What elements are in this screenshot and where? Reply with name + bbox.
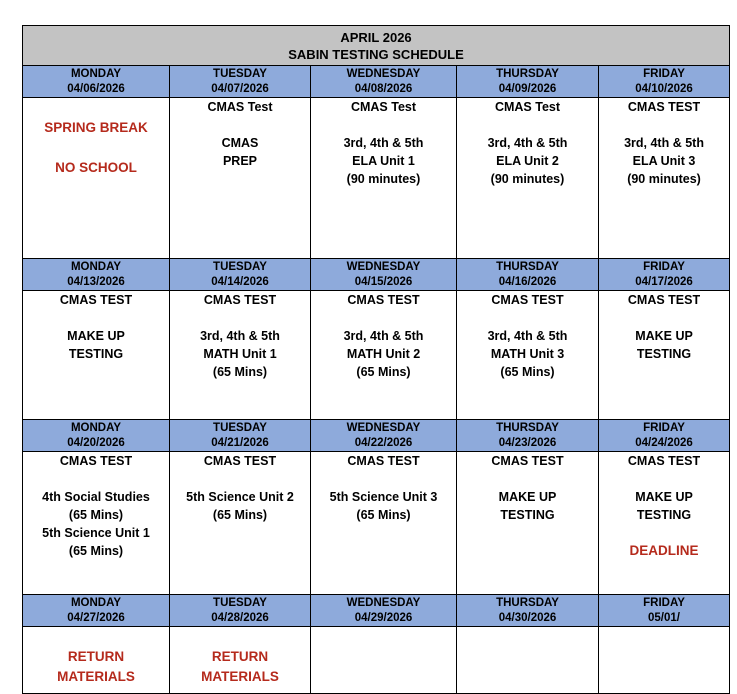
day-header-cell xyxy=(311,595,457,627)
day-content-cell xyxy=(170,291,311,420)
schedule-line: RETURN xyxy=(211,649,269,664)
schedule-line xyxy=(23,627,169,647)
schedule-line: MATERIALS xyxy=(57,669,135,684)
schedule-line xyxy=(457,470,598,488)
schedule-line: ELA Unit 3 xyxy=(632,154,696,168)
schedule-line xyxy=(457,309,598,327)
schedule-line: TESTING xyxy=(636,508,692,522)
day-date: 04/28/2026 xyxy=(211,611,269,624)
schedule-line: MAKE UP xyxy=(635,329,693,343)
day-content-cell xyxy=(457,291,599,420)
day-content-cell xyxy=(457,627,599,694)
schedule-line: 3rd, 4th & 5th xyxy=(624,136,704,150)
title-row xyxy=(23,26,730,66)
day-name: THURSDAY xyxy=(496,421,559,434)
schedule-line: (65 Mins) xyxy=(356,365,411,379)
day-date: 04/21/2026 xyxy=(211,436,269,449)
day-name: WEDNESDAY xyxy=(346,596,421,609)
day-name: WEDNESDAY xyxy=(346,421,421,434)
day-header-cell xyxy=(599,66,730,98)
schedule-line: MAKE UP xyxy=(635,490,693,504)
day-content-cell xyxy=(170,98,311,259)
schedule-line: MATH Unit 1 xyxy=(203,347,277,361)
schedule-line: (90 minutes) xyxy=(627,172,701,186)
day-content-cell xyxy=(23,98,170,259)
schedule-line xyxy=(23,309,169,327)
day-content-row xyxy=(23,98,730,259)
schedule-line: CMAS xyxy=(221,136,259,150)
schedule-line xyxy=(170,116,310,134)
month-title: APRIL 2026 xyxy=(340,29,412,45)
schedule-line: CMAS TEST xyxy=(203,454,277,468)
schedule-line: NO SCHOOL xyxy=(55,160,137,175)
schedule-line: (65 Mins) xyxy=(212,508,268,522)
schedule-line xyxy=(170,309,310,327)
day-date: 04/16/2026 xyxy=(498,275,557,288)
schedule-line: CMAS TEST xyxy=(491,454,564,468)
day-date: 04/15/2026 xyxy=(354,275,413,288)
schedule-line: 3rd, 4th & 5th xyxy=(200,329,280,343)
day-date: 04/20/2026 xyxy=(67,436,125,449)
day-name: FRIDAY xyxy=(643,421,685,434)
day-date: 04/23/2026 xyxy=(498,436,557,449)
day-name: FRIDAY xyxy=(643,260,685,273)
schedule-line: 3rd, 4th & 5th xyxy=(343,136,424,150)
schedule-line xyxy=(170,627,310,647)
day-date: 04/09/2026 xyxy=(498,82,557,95)
day-name: MONDAY xyxy=(70,596,122,609)
schedule-line: CMAS TEST xyxy=(347,293,420,307)
schedule-line: (65 Mins) xyxy=(68,544,124,558)
day-content-row xyxy=(23,291,730,420)
schedule-line: 3rd, 4th & 5th xyxy=(487,136,568,150)
schedule-line: ELA Unit 1 xyxy=(352,154,415,168)
schedule-line: 5th Science Unit 2 xyxy=(186,490,294,504)
day-header-row xyxy=(23,66,730,98)
day-header-cell xyxy=(170,595,311,627)
day-content-cell xyxy=(23,627,170,694)
schedule-line: RETURN xyxy=(67,649,125,664)
schedule-line: CMAS TEST xyxy=(491,293,564,307)
day-date: 04/22/2026 xyxy=(354,436,413,449)
schedule-line xyxy=(457,116,598,134)
day-header-cell xyxy=(311,420,457,452)
schedule-line xyxy=(170,470,310,488)
schedule-line: TESTING xyxy=(500,508,555,522)
schedule-line: 5th Science Unit 3 xyxy=(329,490,438,504)
day-header-cell xyxy=(457,595,599,627)
day-content-cell xyxy=(311,98,457,259)
day-name: FRIDAY xyxy=(643,67,685,80)
day-date: 04/08/2026 xyxy=(354,82,413,95)
schedule-line xyxy=(599,116,729,134)
day-content-cell xyxy=(311,627,457,694)
schedule-line: SPRING BREAK xyxy=(44,120,148,135)
schedule-line: ELA Unit 2 xyxy=(496,154,559,168)
schedule-line: CMAS TEST xyxy=(59,293,133,307)
day-header-cell xyxy=(23,595,170,627)
schedule-line: CMAS TEST xyxy=(59,454,133,468)
day-date: 04/06/2026 xyxy=(67,82,125,95)
day-header-cell xyxy=(23,259,170,291)
day-name: MONDAY xyxy=(70,67,122,80)
day-header-cell xyxy=(23,66,170,98)
day-header-cell xyxy=(457,259,599,291)
day-date: 04/17/2026 xyxy=(635,275,693,288)
schedule-line: TESTING xyxy=(636,347,692,361)
schedule-line: (65 Mins) xyxy=(68,508,124,522)
day-header-cell xyxy=(170,259,311,291)
schedule-title: SABIN TESTING SCHEDULE xyxy=(288,46,464,62)
schedule-line: MATERIALS xyxy=(201,669,279,684)
day-header-cell xyxy=(170,66,311,98)
day-date: 04/13/2026 xyxy=(67,275,125,288)
schedule-line: MAKE UP xyxy=(498,490,557,504)
day-header-cell xyxy=(599,259,730,291)
day-header-cell xyxy=(457,66,599,98)
day-date: 04/30/2026 xyxy=(498,611,557,624)
day-header-cell xyxy=(23,420,170,452)
schedule-line: (90 minutes) xyxy=(346,172,421,186)
schedule-line: CMAS TEST xyxy=(347,454,420,468)
day-content-cell xyxy=(311,291,457,420)
schedule-line: CMAS Test xyxy=(494,100,561,114)
day-header-row xyxy=(23,420,730,452)
schedule-line: CMAS TEST xyxy=(627,100,701,114)
schedule-line xyxy=(23,138,169,158)
day-header-cell xyxy=(599,595,730,627)
schedule-line: MATH Unit 2 xyxy=(346,347,421,361)
day-content-row xyxy=(23,452,730,595)
day-header-cell xyxy=(457,420,599,452)
day-header-row xyxy=(23,595,730,627)
schedule-line xyxy=(311,309,456,327)
day-date: 04/27/2026 xyxy=(67,611,125,624)
day-content-cell xyxy=(599,452,730,595)
schedule-line: CMAS Test xyxy=(350,100,417,114)
day-name: MONDAY xyxy=(70,260,122,273)
day-date: 04/10/2026 xyxy=(635,82,693,95)
schedule-line xyxy=(599,309,729,327)
day-content-cell xyxy=(311,452,457,595)
schedule-line: MAKE UP xyxy=(67,329,125,343)
day-name: MONDAY xyxy=(70,421,122,434)
schedule-line: (65 Mins) xyxy=(212,365,268,379)
schedule-line xyxy=(23,470,169,488)
day-date: 04/24/2026 xyxy=(635,436,693,449)
schedule-line: MATH Unit 3 xyxy=(490,347,565,361)
day-date: 04/29/2026 xyxy=(354,611,413,624)
schedule-line: 3rd, 4th & 5th xyxy=(343,329,424,343)
day-name: TUESDAY xyxy=(213,67,267,80)
day-content-cell xyxy=(23,452,170,595)
day-content-row xyxy=(23,627,730,694)
schedule-line: CMAS TEST xyxy=(203,293,277,307)
day-content-cell xyxy=(457,98,599,259)
schedule-line: (65 Mins) xyxy=(500,365,555,379)
day-content-cell xyxy=(457,452,599,595)
schedule-line: PREP xyxy=(222,154,258,168)
day-name: THURSDAY xyxy=(496,67,559,80)
day-name: THURSDAY xyxy=(496,260,559,273)
day-name: WEDNESDAY xyxy=(346,67,421,80)
day-name: FRIDAY xyxy=(643,596,685,609)
day-content-cell xyxy=(599,98,730,259)
day-name: TUESDAY xyxy=(213,260,267,273)
day-date: 04/07/2026 xyxy=(211,82,269,95)
day-date: 04/14/2026 xyxy=(211,275,269,288)
schedule-line: 4th Social Studies xyxy=(42,490,150,504)
day-content-cell xyxy=(23,291,170,420)
day-content-cell xyxy=(599,291,730,420)
day-name: WEDNESDAY xyxy=(346,260,421,273)
schedule-line: (90 minutes) xyxy=(490,172,565,186)
schedule-line xyxy=(599,470,729,488)
schedule-line: 5th Science Unit 1 xyxy=(42,526,150,540)
schedule-line: CMAS TEST xyxy=(627,293,701,307)
schedule-line xyxy=(311,470,456,488)
schedule-line: CMAS TEST xyxy=(627,454,701,468)
schedule-line xyxy=(23,98,169,118)
day-name: TUESDAY xyxy=(213,421,267,434)
day-header-cell xyxy=(170,420,311,452)
day-header-cell xyxy=(311,259,457,291)
schedule-line: TESTING xyxy=(68,347,124,361)
day-content-cell xyxy=(170,452,311,595)
day-header-cell xyxy=(311,66,457,98)
day-name: THURSDAY xyxy=(496,596,559,609)
day-content-cell xyxy=(599,627,730,694)
schedule-line: (65 Mins) xyxy=(356,508,411,522)
day-name: TUESDAY xyxy=(213,596,267,609)
day-header-row xyxy=(23,259,730,291)
testing-schedule-table xyxy=(22,25,730,694)
deadline-label: DEADLINE xyxy=(629,543,699,558)
title-cell xyxy=(23,26,730,66)
schedule-line xyxy=(599,524,729,542)
day-header-cell xyxy=(599,420,730,452)
day-content-cell xyxy=(170,627,311,694)
schedule-line: 3rd, 4th & 5th xyxy=(487,329,568,343)
schedule-line: CMAS Test xyxy=(207,100,273,114)
day-date: 05/01/ xyxy=(648,611,680,624)
schedule-line xyxy=(311,116,456,134)
